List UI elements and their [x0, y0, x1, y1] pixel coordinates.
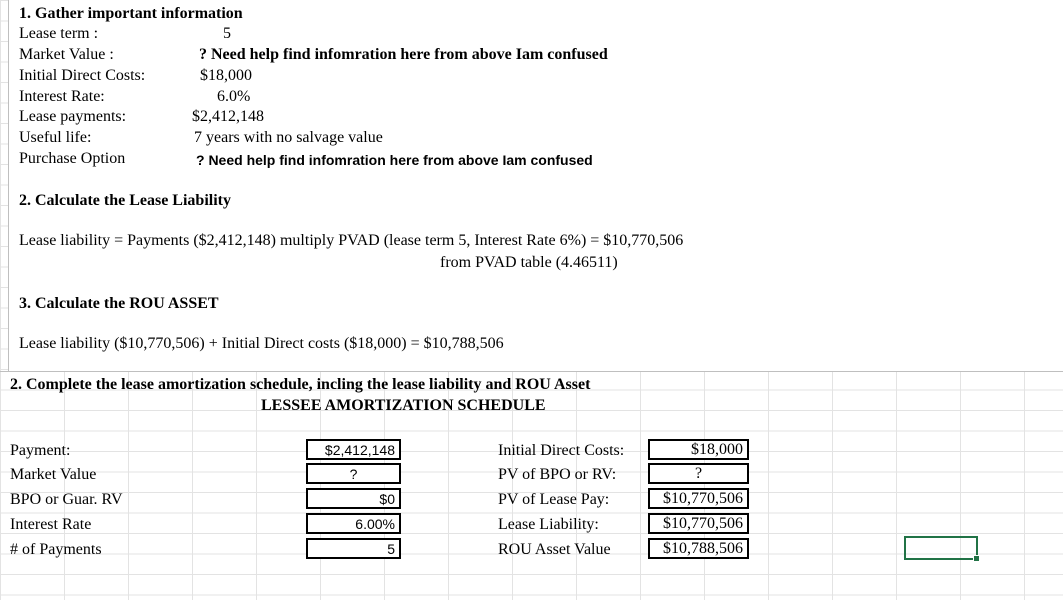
payments-count-cell[interactable]: 5: [306, 538, 401, 559]
pv-bpo-cell[interactable]: ?: [648, 463, 749, 484]
payment-cell[interactable]: $2,412,148: [306, 439, 401, 460]
divider-line: [0, 371, 1063, 372]
interest-rate-value: 6.0%: [217, 88, 251, 105]
rou-asset-cell[interactable]: $10,788,506: [648, 538, 749, 559]
market-value-row-label: Market Value: [10, 466, 97, 483]
idc-row-label: Initial Direct Costs:: [498, 442, 625, 459]
info-text-box[interactable]: [8, 0, 1063, 372]
lease-liability-cell[interactable]: $10,770,506: [648, 513, 749, 534]
useful-life-label: Useful life:: [19, 129, 92, 146]
schedule-title: LESSEE AMORTIZATION SCHEDULE: [261, 397, 546, 414]
lease-term-value: 5: [223, 25, 231, 42]
market-value-label: Market Value :: [19, 46, 114, 63]
pv-lease-pay-cell[interactable]: $10,770,506: [648, 488, 749, 509]
idc-label: Initial Direct Costs:: [19, 67, 146, 84]
rou-asset-label: ROU Asset Value: [498, 541, 611, 558]
bpo-label: BPO or Guar. RV: [10, 491, 123, 508]
idc-value: $18,000: [200, 67, 252, 84]
selected-cell[interactable]: [904, 536, 978, 560]
lease-payments-value: $2,412,148: [192, 108, 264, 125]
lease-liability-label: Lease Liability:: [498, 516, 599, 533]
section3-heading: 3. Calculate the ROU ASSET: [19, 295, 219, 312]
lease-payments-label: Lease payments:: [19, 108, 127, 125]
lease-term-label: Lease term :: [19, 25, 99, 42]
section2-heading: 2. Calculate the Lease Liability: [19, 192, 231, 209]
purchase-option-label: Purchase Option: [19, 150, 126, 167]
rou-asset-formula: Lease liability ($10,770,506) + Initial Direct costs ($18,000) = $10,788,506: [19, 335, 504, 352]
idc-cell[interactable]: $18,000: [648, 439, 749, 460]
interest-rate-row-label: Interest Rate: [10, 516, 92, 533]
purchase-option-note: ? Need help find infomration here from above Iam confused: [196, 152, 593, 168]
useful-life-value: 7 years with no salvage value: [194, 129, 383, 146]
market-value-cell[interactable]: ?: [306, 463, 401, 484]
market-value-note: ? Need help find infomration here from above Iam confused: [199, 46, 608, 63]
schedule-heading: 2. Complete the lease amortization schedule, incling the lease liability and ROU Asset: [10, 376, 591, 393]
section1-heading: 1. Gather important information: [19, 5, 243, 22]
interest-rate-label: Interest Rate:: [19, 88, 105, 105]
bpo-cell[interactable]: $0: [306, 488, 401, 509]
lease-liability-formula: Lease liability = Payments ($2,412,148) multiply PVAD (lease term 5, Interest Rate 6%) = $10,770,506: [19, 232, 684, 249]
payment-label: Payment:: [10, 442, 71, 459]
interest-rate-cell[interactable]: 6.00%: [306, 513, 401, 534]
pv-lease-pay-label: PV of Lease Pay:: [498, 491, 610, 508]
pv-bpo-label: PV of BPO or RV:: [498, 466, 617, 483]
payments-count-label: # of Payments: [10, 541, 102, 558]
pvad-factor-note: from PVAD table (4.46511): [440, 254, 618, 271]
